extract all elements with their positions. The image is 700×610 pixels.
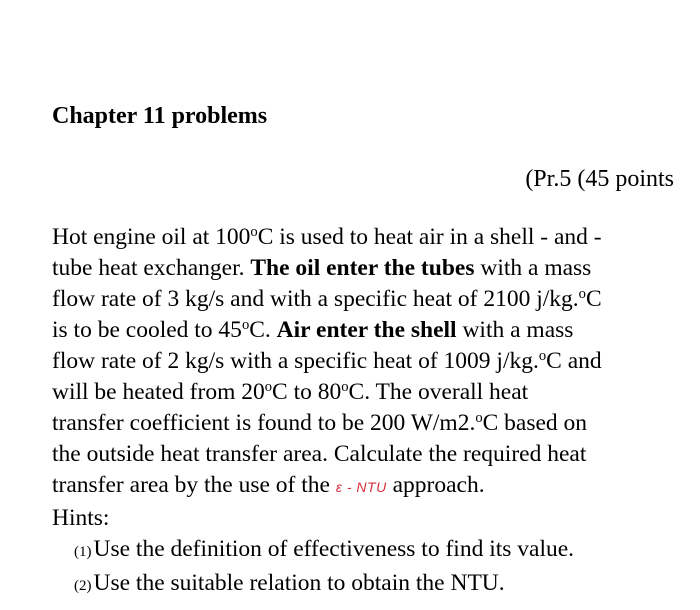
problem-statement — [52, 222, 682, 602]
text-run: C based on — [482, 410, 588, 436]
epsilon-ntu-symbol: ε - NTU — [335, 479, 387, 495]
text-run: is to be cooled to 45 — [52, 317, 242, 343]
degree-sign: o — [250, 224, 258, 240]
hint-number: (2) — [74, 578, 92, 594]
problem-line-7 — [52, 408, 682, 439]
problem-line-3 — [52, 284, 682, 315]
hint-item — [52, 568, 682, 602]
text-run: C is used to heat air in a shell - and - — [257, 224, 602, 250]
text-run: transfer area by the use of the — [52, 472, 336, 498]
text-run: C to 80 — [272, 379, 342, 405]
problem-number: (Pr.5 (45 points — [525, 166, 674, 192]
problem-line-2 — [52, 253, 682, 284]
hint-text: Use the suitable relation to obtain the NTU. — [93, 570, 505, 596]
problem-line-8: the outside heat transfer area. Calculate the required heat — [52, 441, 587, 467]
problem-line-1 — [52, 222, 682, 253]
problem-line-6 — [52, 377, 682, 408]
hint-item — [52, 534, 682, 568]
chapter-heading: Chapter 11 problems — [52, 103, 268, 129]
degree-sign: o — [241, 317, 250, 333]
text-run: with a mass — [456, 317, 574, 343]
problem-line-4 — [52, 315, 682, 346]
text-run: C — [585, 286, 602, 312]
problem-line-5 — [52, 346, 682, 377]
text-run: with a mass — [474, 255, 592, 281]
degree-sign: o — [578, 286, 586, 302]
text-run: C. — [249, 317, 277, 343]
text-run: flow rate of 3 kg/s and with a specific heat of 2100 j/kg. — [52, 286, 579, 312]
text-run: flow rate of 2 kg/s with a specific heat of 1009 j/kg. — [52, 348, 539, 374]
degree-sign: o — [475, 410, 483, 426]
air-shell-emphasis: Air enter the shell — [276, 317, 457, 343]
hints-label: Hints: — [52, 505, 110, 531]
text-run: C and — [546, 348, 602, 374]
degree-sign: o — [264, 379, 273, 395]
degree-sign: o — [341, 379, 349, 395]
text-run: tube heat exchanger. — [52, 255, 251, 281]
text-run: Hot engine oil at 100 — [52, 224, 251, 250]
hint-number: (1) — [74, 544, 92, 560]
problem-line-9 — [52, 470, 682, 503]
text-run: will be heated from 20 — [52, 379, 265, 405]
degree-sign: o — [538, 348, 547, 364]
hint-text: Use the definition of effectiveness to find its value. — [93, 536, 575, 562]
text-run: transfer coefficient is found to be 200 W/m2. — [52, 410, 476, 436]
oil-tubes-emphasis: The oil enter the tubes — [250, 255, 475, 281]
text-run: C. The overall heat — [348, 379, 529, 405]
text-run: approach. — [386, 472, 485, 498]
